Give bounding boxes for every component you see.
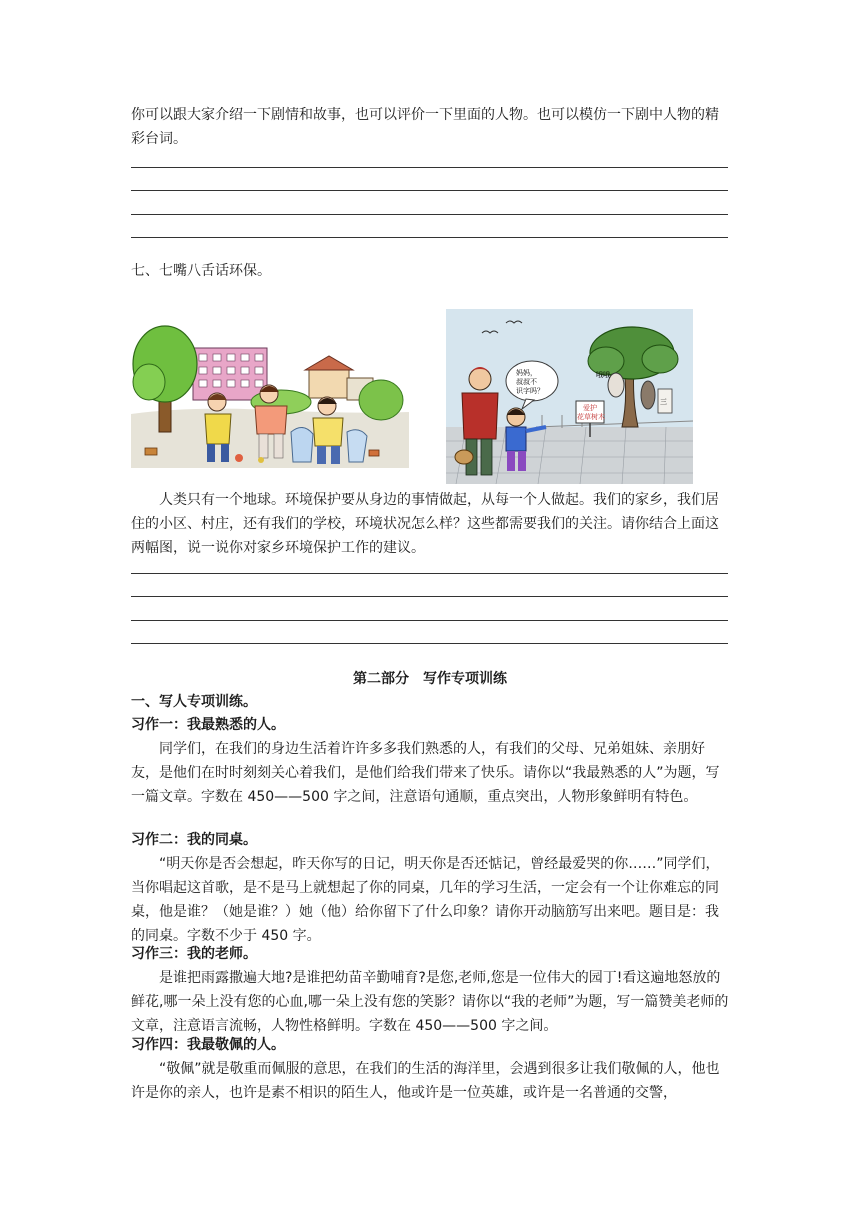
monkey-text: 哦哦 (596, 371, 610, 379)
cartoon-mother-child-tree (446, 309, 693, 484)
sign-line-2: 花草树木 (577, 413, 605, 421)
bubble-line-3: 识字吗？ (516, 387, 544, 395)
side-text: 三 (660, 398, 667, 406)
writing-line (131, 621, 728, 645)
writing-line (131, 550, 728, 574)
intro-paragraph: 你可以跟大家介绍一下剧情和故事，也可以评价一下里面的人物。也可以模仿一下剧中人物的精彩台词。 (131, 107, 719, 147)
bubble-line-1: 妈妈， (516, 369, 537, 377)
essay2-text: “明天你是否会想起，昨天你写的日记，明天你是否还惦记，曾经最爱哭的你……”同学们，当你唱起这首歌，是不是马上就想起了你的同桌，几年的学习生活，一定会有一个让你难忘的同桌，他是谁？（她是谁？）她（他）给你留下了什么印象？请你开动脑筋写出来吧。题目是：我的同桌。字数不少于 450 字。 (131, 856, 720, 944)
bubble-line-2: 叔叔不 (516, 378, 537, 386)
essay2-label: 习作二：我的同桌。 (131, 832, 257, 848)
sign-line-1: 爱护 (583, 404, 597, 412)
writing-line (131, 215, 728, 239)
writing-line (131, 168, 728, 192)
writing-line (131, 144, 728, 168)
essay3-label: 习作三：我的老师。 (131, 946, 257, 962)
essay4-text: “敬佩”就是敬重而佩服的意思，在我们的生活的海洋里，会遇到很多让我们敬佩的人，他也许是你的亲人，也许是素不相识的陌生人，他或许是一位英雄，或许是一名普通的交警， (131, 1061, 720, 1101)
writing-line (131, 191, 728, 215)
part2-sub1: 一、写人专项训练。 (131, 694, 257, 710)
essay4-label: 习作四：我最敬佩的人。 (131, 1037, 285, 1053)
cartoon-children-cleaning-illustration (131, 322, 409, 468)
essay1-label: 习作一：我最熟悉的人。 (131, 717, 285, 733)
cartoon-mother-child-tree-illustration (446, 309, 693, 484)
writing-line (131, 574, 728, 598)
section7-title: 七、七嘴八舌话环保。 (131, 263, 271, 279)
section7-prompt: 人类只有一个地球。环境保护要从身边的事情做起，从每一个人做起。我们的家乡，我们居住的小区、村庄，还有我们的学校，环境状况怎么样？这些都需要我们的关注。请你结合上面这两幅图，说一说你对家乡环境保护工作的建议。 (131, 492, 719, 556)
essay3-text: 是谁把雨露撒遍大地?是谁把幼苗辛勤哺育?是您,老师,您是一位伟大的园丁!看这遍地怒放的鲜花,哪一朵上没有您的心血,哪一朵上没有您的笑影？请你以“我的老师”为题，写一篇赞美老师的文章，注意语言流畅，人物性格鲜明。字数在 450——500 字之间。 (131, 970, 729, 1034)
essay1-text: 同学们，在我们的身边生活着许许多多我们熟悉的人，有我们的父母、兄弟姐妹、亲朋好友，是他们在时时刻刻关心着我们，是他们给我们带来了快乐。请你以“我最熟悉的人”为题，写一篇文章。字数在 450——500 字之间，注意语句通顺，重点突出，人物形象鲜明有特色。 (131, 741, 720, 805)
writing-line (131, 597, 728, 621)
cartoon-children-cleaning (131, 322, 409, 468)
part2-title: 第二部分 写作专项训练 (353, 671, 507, 687)
writing-lines-2 (131, 550, 728, 644)
writing-lines-1 (131, 144, 728, 238)
